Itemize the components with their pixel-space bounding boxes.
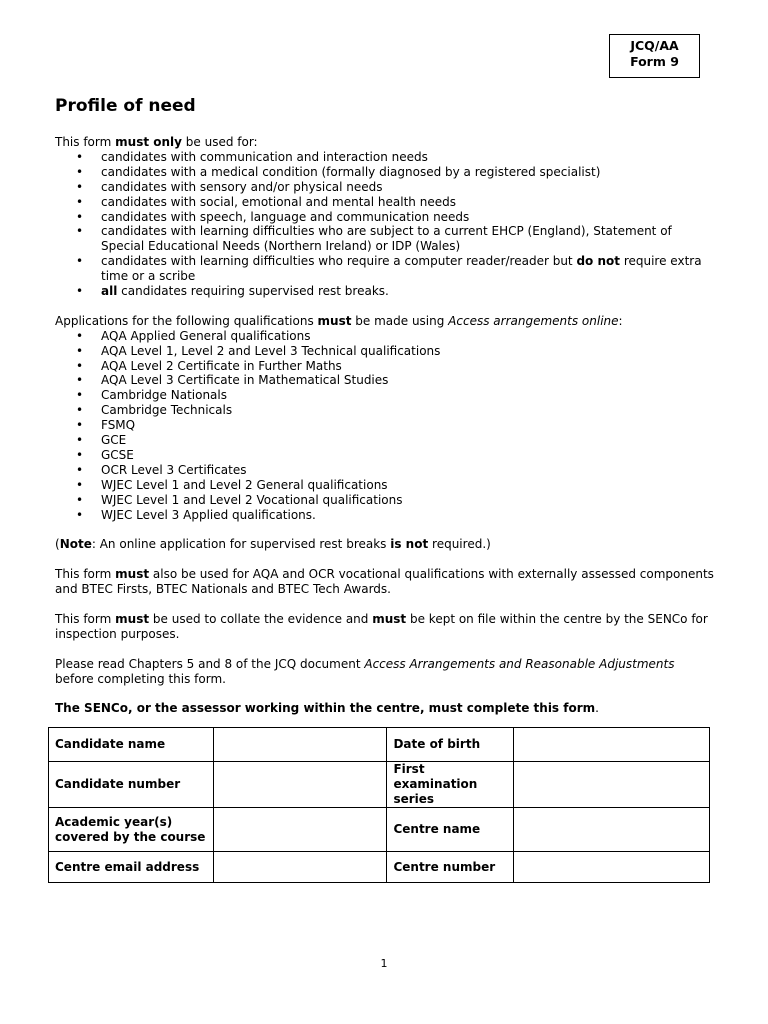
candidate-number-field[interactable] (213, 762, 387, 808)
note-middle: : An online application for supervised rest breaks (91, 537, 391, 552)
collate-paragraph (55, 612, 715, 642)
eligibility-item: • candidates with learning difficulties who are subject to a current EHCP (England), Statement of Special Educational Needs (Northern Ireland) or IDP (Wales) (55, 224, 715, 254)
qualification-item: • OCR Level 3 Certificates (55, 463, 715, 478)
qualification-item: • Cambridge Technicals (55, 403, 715, 418)
table-row (49, 728, 710, 762)
candidate-details-table (48, 727, 710, 883)
centre-name-field[interactable] (514, 808, 710, 852)
qualification-item: • AQA Level 2 Certificate in Further Maths (55, 359, 715, 374)
reader-item-suffix: require extra time or a scribe (101, 254, 702, 284)
qualification-item: • WJEC Level 1 and Level 2 General qualifications (55, 478, 715, 493)
vocational-bold: must (115, 567, 150, 582)
senco-statement-bold: The SENCo, or the assessor working within the centre, must complete this form (55, 701, 596, 716)
note-bold: Note (59, 537, 92, 552)
centre-email-field[interactable] (213, 852, 387, 883)
online-intro-middle: be made using (351, 313, 449, 328)
qualification-item: • AQA Applied General qualifications (55, 329, 715, 344)
eligibility-item: • candidates with speech, language and communication needs (55, 210, 715, 225)
centre-number-field[interactable] (514, 852, 710, 883)
senco-statement-suffix: . (595, 701, 599, 716)
intro-prefix: This form (55, 135, 116, 149)
qualification-item: • FSMQ (55, 418, 715, 433)
intro-paragraph (55, 135, 715, 150)
eligibility-item: • candidates with a medical condition (formally diagnosed by a registered specialist) (55, 165, 715, 180)
collate-bold: must (115, 611, 150, 626)
eligibility-list (55, 150, 715, 299)
candidate-name-field[interactable] (213, 728, 387, 762)
collate-suffix: be kept on file within the centre by the SENCo for inspection purposes. (55, 611, 708, 641)
eligibility-item-rest-breaks (55, 284, 715, 299)
vocational-suffix: also be used for AQA and OCR vocational qualifications with externally assessed components and BTEC Firsts, BTEC Nationals and BTEC Tech Awards. (55, 567, 714, 597)
vocational-paragraph (55, 567, 715, 597)
collate-middle: be used to collate the evidence and (149, 611, 373, 626)
centre-number-label: Centre number (387, 852, 514, 883)
online-intro-paragraph (55, 314, 715, 329)
centre-email-label: Centre email address (49, 852, 214, 883)
qualification-item: • WJEC Level 1 and Level 2 Vocational qualifications (55, 493, 715, 508)
candidate-number-label: Candidate number (49, 762, 214, 808)
qualification-item: • AQA Level 3 Certificate in Mathematical Studies (55, 373, 715, 388)
qualification-item: • AQA Level 1, Level 2 and Level 3 Technical qualifications (55, 344, 715, 359)
note-suffix: required.) (428, 537, 491, 552)
read-paragraph (55, 657, 715, 687)
rest-item-bold: all (101, 284, 118, 299)
reader-item-prefix: candidates with learning difficulties who require a computer reader/reader but (101, 254, 577, 269)
collate-prefix: This form (55, 611, 116, 626)
read-suffix: before completing this form. (55, 671, 226, 686)
senco-statement (55, 701, 715, 716)
note-bold2: is not (390, 537, 429, 552)
first-exam-series-field[interactable] (514, 762, 710, 808)
page-title: Profile of need (55, 96, 196, 116)
centre-name-label: Centre name (387, 808, 514, 852)
online-intro-italic: Access arrangements online (448, 313, 619, 328)
eligibility-item-reader (55, 254, 715, 284)
form-code-line2: Form 9 (630, 54, 679, 69)
intro-bold: must only (115, 135, 182, 149)
eligibility-item: • candidates with communication and interaction needs (55, 150, 715, 165)
qualification-item: • Cambridge Nationals (55, 388, 715, 403)
form-instructions (55, 135, 715, 716)
form-code-line1: JCQ/AA (630, 38, 679, 53)
qualification-item: • GCE (55, 433, 715, 448)
table-row (49, 808, 710, 852)
read-prefix: Please read Chapters 5 and 8 of the JCQ document (55, 656, 365, 671)
qualifications-list (55, 329, 715, 523)
note-open: ( (55, 537, 60, 552)
collate-bold2: must (372, 611, 407, 626)
date-of-birth-field[interactable] (514, 728, 710, 762)
date-of-birth-label: Date of birth (387, 728, 514, 762)
academic-years-field[interactable] (213, 808, 387, 852)
rest-item-suffix: candidates requiring supervised rest breaks. (117, 284, 389, 299)
academic-years-label: Academic year(s) covered by the course (49, 808, 214, 852)
intro-suffix: be used for: (181, 135, 258, 149)
page-number: 1 (380, 957, 388, 970)
read-italic: Access Arrangements and Reasonable Adjustments (364, 656, 675, 671)
online-intro-prefix: Applications for the following qualifications (55, 313, 318, 328)
online-intro-suffix: : (618, 313, 623, 328)
candidate-name-label: Candidate name (49, 728, 214, 762)
qualification-item: • WJEC Level 3 Applied qualifications. (55, 508, 715, 523)
eligibility-item: • candidates with sensory and/or physical needs (55, 180, 715, 195)
note-paragraph (55, 537, 715, 552)
form-code-box (609, 34, 700, 78)
eligibility-item: • candidates with social, emotional and mental health needs (55, 195, 715, 210)
online-intro-bold: must (317, 313, 352, 328)
table-row (49, 852, 710, 883)
qualification-item: • GCSE (55, 448, 715, 463)
first-exam-series-label: First examination series (387, 762, 514, 808)
table-row (49, 762, 710, 808)
vocational-prefix: This form (55, 567, 116, 582)
reader-item-bold: do not (576, 254, 620, 269)
